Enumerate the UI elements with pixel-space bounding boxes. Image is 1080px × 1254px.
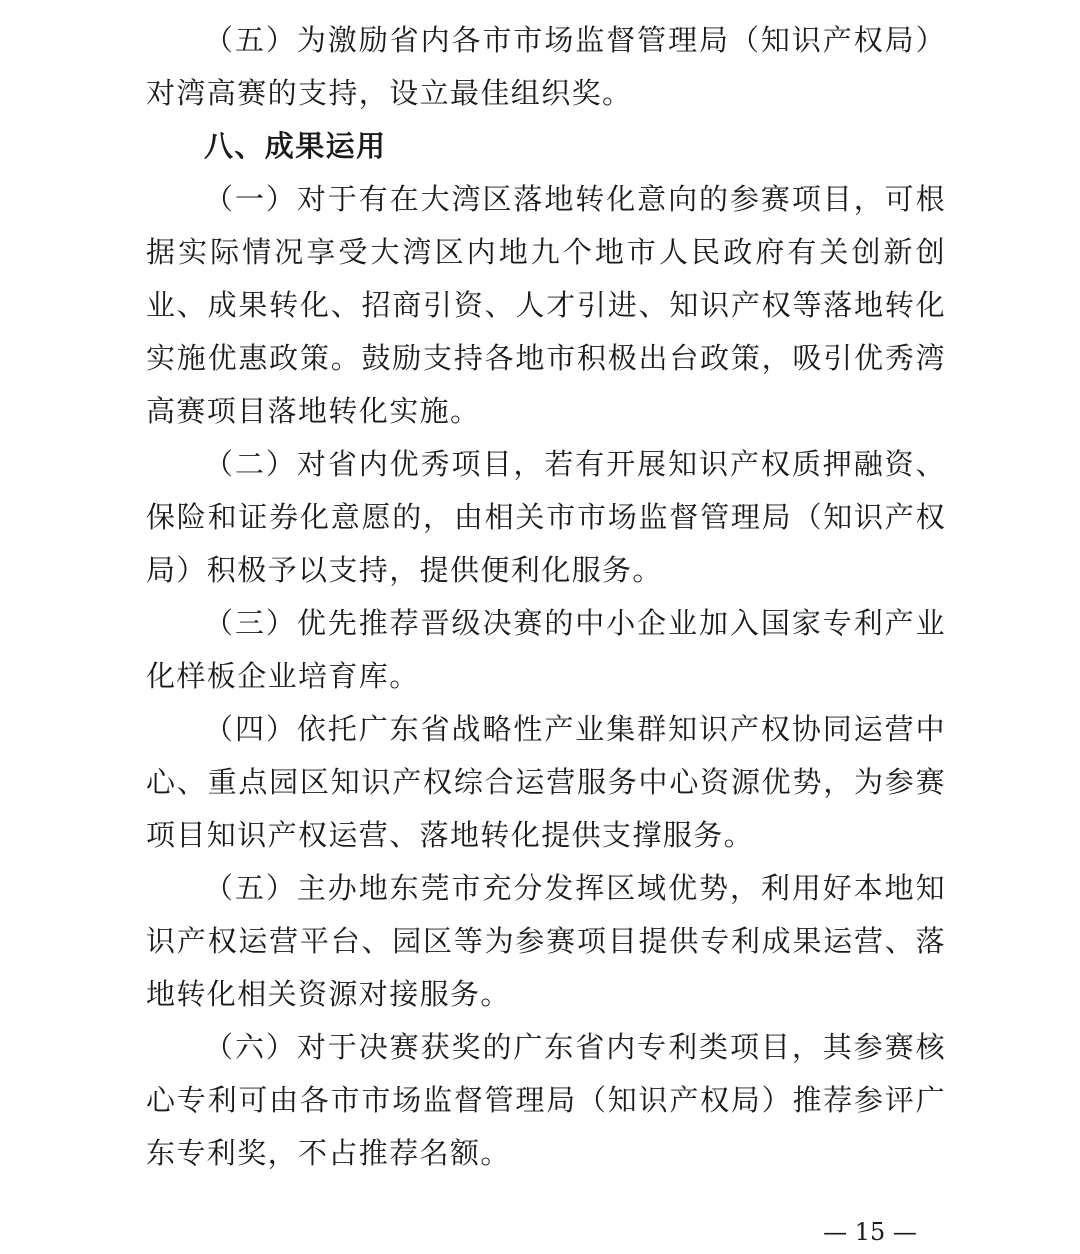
paragraph-5-dongguan-host-advantage: （五）主办地东莞市充分发挥区域优势，利用好本地知识产权运营平台、园区等为参赛项目提供专利成果运营、落地转化相关资源对接服务。 xyxy=(146,871,946,1011)
section-heading-8-results-application: 八、成果运用 xyxy=(204,129,387,163)
document-body xyxy=(146,14,946,1180)
paragraph-2-ip-pledge-financing: （二）对省内优秀项目，若有开展知识产权质押融资、保险和证券化意愿的，由相关市市场监督管理局（知识产权局）积极予以支持，提供便利化服务。 xyxy=(146,447,946,587)
paragraph-5-best-organization-award: （五）为激励省内各市市场监督管理局（知识产权局）对湾高赛的支持，设立最佳组织奖。 xyxy=(146,23,946,110)
page-number: — 15 — xyxy=(823,1218,917,1246)
paragraph-6-guangdong-patent-award: （六）对于决赛获奖的广东省内专利类项目，其参赛核心专利可由各市市场监督管理局（知识产权局）推荐参评广东专利奖，不占推荐名额。 xyxy=(146,1030,946,1170)
paragraph-3-patent-industrialization: （三）优先推荐晋级决赛的中小企业加入国家专利产业化样板企业培育库。 xyxy=(146,606,946,693)
paragraph-1-greater-bay-area-policy: （一）对于有在大湾区落地转化意向的参赛项目，可根据实际情况享受大湾区内地九个地市人民政府有关创新创业、成果转化、招商引资、人才引进、知识产权等落地转化实施优惠政策。鼓励支持各地市积极出台政策，吸引优秀湾高赛项目落地转化实施。 xyxy=(146,182,946,428)
paragraph-4-ip-operation-center: （四）依托广东省战略性产业集群知识产权协同运营中心、重点园区知识产权综合运营服务中心资源优势，为参赛项目知识产权运营、落地转化提供支撑服务。 xyxy=(146,712,946,852)
